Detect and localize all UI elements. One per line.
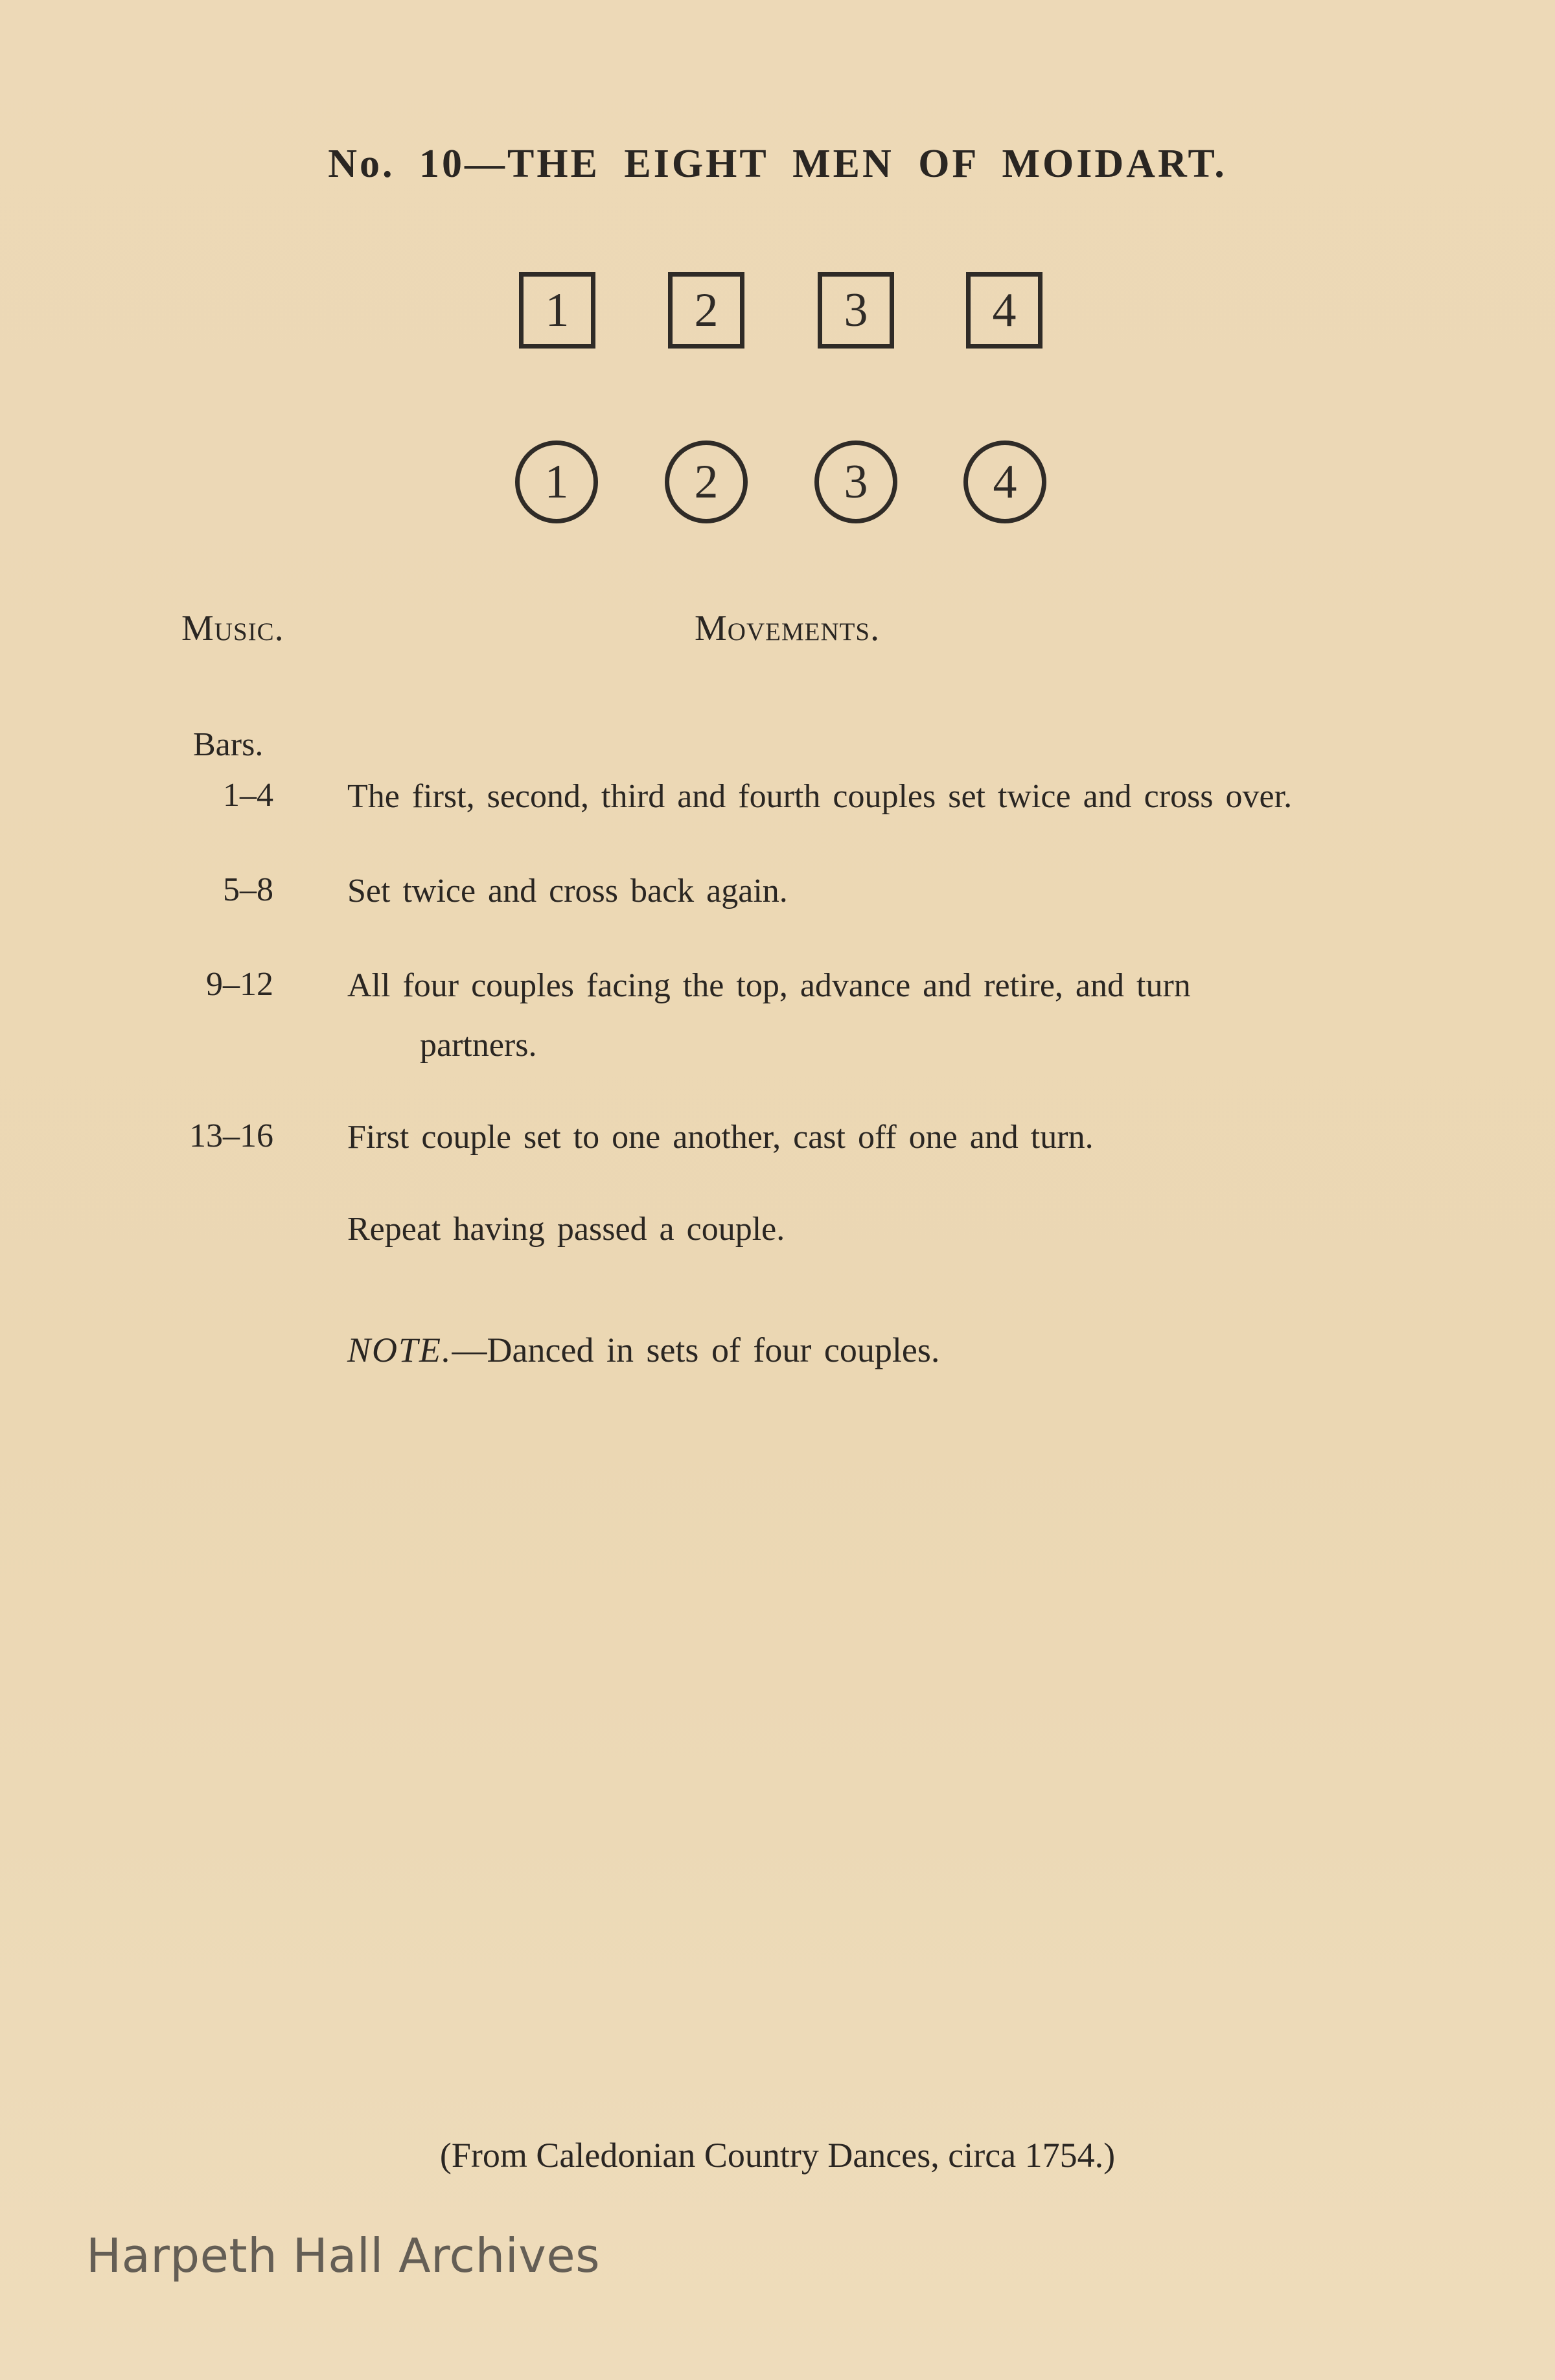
formation-squares xyxy=(0,272,1555,356)
bar-range: 13–16 xyxy=(189,1117,273,1154)
archive-watermark: Harpeth Hall Archives xyxy=(86,2228,601,2283)
bar-range: 9–12 xyxy=(206,966,273,1003)
movement-text-continuation: partners. xyxy=(420,1027,537,1064)
repeat-instruction: Repeat having passed a couple. xyxy=(347,1211,785,1248)
square-marker-4: 4 xyxy=(966,272,1042,349)
note xyxy=(347,1320,939,1380)
movements-column-heading: Movements. xyxy=(695,608,881,648)
movement-text: Set twice and cross back again. xyxy=(347,873,788,910)
music-column-heading: Music. xyxy=(181,608,284,648)
bar-range: 5–8 xyxy=(223,871,273,908)
circle-marker-4: 4 xyxy=(963,441,1046,523)
square-marker-3: 3 xyxy=(818,272,894,349)
bars-label: Bars. xyxy=(193,726,264,763)
movement-text: The first, second, third and fourth couples set twice and cross over. xyxy=(347,778,1293,815)
movement-text: First couple set to one another, cast off one and turn. xyxy=(347,1119,1094,1156)
movement-text: All four couples facing the top, advance and retire, and turn xyxy=(347,967,1191,1004)
formation-circles xyxy=(0,441,1555,525)
circle-marker-1: 1 xyxy=(515,441,598,523)
page-title: No. 10—THE EIGHT MEN OF MOIDART. xyxy=(328,142,1227,186)
note-label: NOTE. xyxy=(347,1331,452,1369)
square-marker-2: 2 xyxy=(668,272,744,349)
movement-text-block xyxy=(347,956,1403,1075)
circle-marker-3: 3 xyxy=(814,441,897,523)
square-marker-1: 1 xyxy=(519,272,595,349)
bar-range: 1–4 xyxy=(223,777,273,814)
note-text: —Danced in sets of four couples. xyxy=(452,1331,940,1369)
circle-marker-2: 2 xyxy=(665,441,748,523)
source-citation: (From Caledonian Country Dances, circa 1754.) xyxy=(439,2136,1116,2175)
